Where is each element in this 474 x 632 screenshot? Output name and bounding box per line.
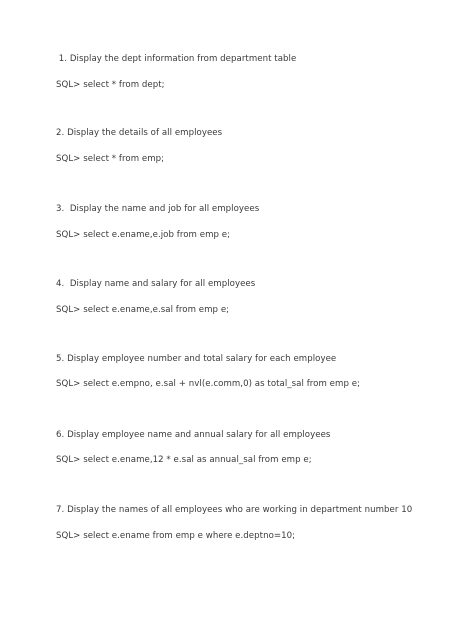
answer-5: SQL> select e.empno, e.sal + nvl(e.comm,0) as total_sal from emp e;: [56, 379, 361, 389]
answer-3: SQL> select e.ename,e.job from emp e;: [56, 230, 231, 240]
question-3: 3. Display the name and job for all employees: [56, 204, 260, 214]
question-4: 4. Display name and salary for all employees: [56, 279, 256, 289]
question-5: 5. Display employee number and total salary for each employee: [56, 354, 337, 364]
answer-7: SQL> select e.ename from emp e where e.deptno=10;: [56, 531, 296, 541]
answer-4: SQL> select e.ename,e.sal from emp e;: [56, 305, 230, 315]
question-1: 1. Display the dept information from department table: [56, 54, 297, 64]
question-6: 6. Display employee name and annual salary for all employees: [56, 430, 331, 440]
answer-6: SQL> select e.ename,12 * e.sal as annual_sal from emp e;: [56, 455, 312, 465]
question-2: 2. Display the details of all employees: [56, 128, 223, 138]
answer-2: SQL> select * from emp;: [56, 154, 165, 164]
question-7: 7. Display the names of all employees who are working in department number 10: [56, 505, 413, 515]
answer-1: SQL> select * from dept;: [56, 80, 165, 90]
